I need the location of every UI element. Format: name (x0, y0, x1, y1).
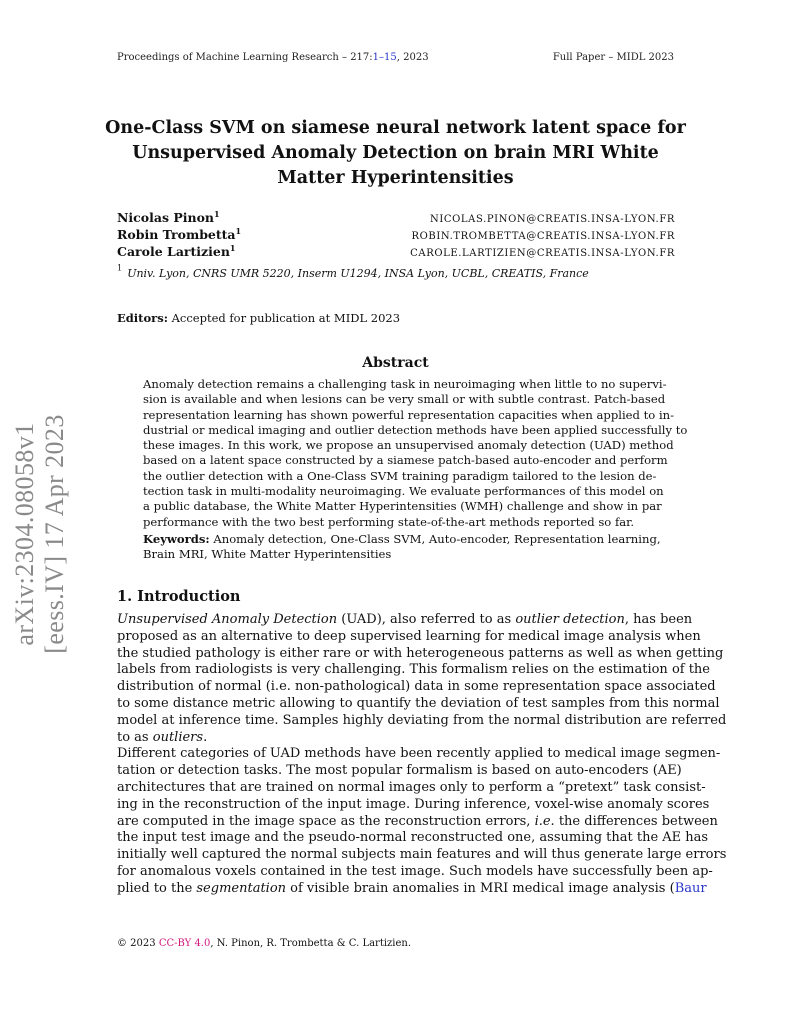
section-heading: 1. Introduction (117, 588, 241, 605)
author-email[interactable]: ROBIN.TROMBETTA@CREATIS.INSA-LYON.FR (411, 231, 675, 243)
license-link[interactable]: CC-BY 4.0 (158, 938, 211, 949)
author-name: Carole Lartizien (117, 244, 230, 260)
abstract-body: Anomaly detection remains a challenging task in neuroimaging when little to no supervi- sion is available and when lesions can be very small or with subtle contrast. Patch-based representation learning has shown powerful representation capacities when applied to in- dustrial or medical imaging and outlier detection methods have been applied successfully to these images. In this work, we propose an unsupervised anomaly detection (UAD) method based on a latent space constructed by a siamese patch-based auto-encoder and perform the outlier detection with a One-Class SVM training paradigm tailored to the lesion de- tection task in multi-modality neuroimaging. We evaluate performances of this model on a public database, the White Matter Hyperintensities (WMH) challenge and show in par performance with the two best performing state-of-the-art methods reported so far. Keywords: Anomaly detection, One-Class SVM, Auto-encoder, Representation learning, Brain MRI, White Matter Hyperintensities (143, 377, 688, 562)
running-head-right: Full Paper – MIDL 2023 (552, 52, 674, 63)
paper-title: One-Class SVM on siamese neural network latent space for Unsupervised Anomaly Detection on brain MRI White Matter Hyperintensities (105, 118, 686, 188)
footer-copyright: © 2023 CC-BY 4.0, N. Pinon, R. Trombetta & C. Lartizien. (117, 938, 412, 949)
running-head-left: Proceedings of Machine Learning Research – 217:1–15, 2023 (117, 52, 429, 63)
author-block (117, 209, 675, 281)
abstract-heading: Abstract (362, 355, 429, 371)
keywords: Keywords: Anomaly detection, One-Class SVM, Auto-encoder, Representation learning, (143, 531, 661, 546)
editors-note: Editors: Accepted for publication at MIDL 2023 (117, 311, 401, 325)
author-name: Robin Trombetta (117, 227, 236, 243)
author-email[interactable]: CAROLE.LARTIZIEN@CREATIS.INSA-LYON.FR (410, 248, 675, 260)
affiliation: $^1$ Univ. Lyon, CNRS UMR 5220, Inserm U1294, INSA Lyon, UCBL, CREATIS, France (117, 263, 589, 280)
page-range-link[interactable]: 1–15 (372, 52, 397, 63)
author-row: Robin Trombetta$^1$ ROBIN.TROMBETTA@CREATIS.INSA-LYON.FR (117, 226, 675, 243)
intro-line: Unsupervised Anomaly Detection (UAD), also referred to as outlier detection, has been (117, 612, 693, 627)
author-row: Carole Lartizien$^1$ CAROLE.LARTIZIEN@CREATIS.INSA-LYON.FR (117, 243, 675, 260)
intro-body: Unsupervised Anomaly Detection (UAD), also referred to as outlier detection, has been proposed as an alternative to deep supervised learning for medical image analysis when the studied pathology is either rare or with heterogeneous patterns as well as when getting labels from radiologists is very challenging. This formalism relies on the estimation of the distribution of normal (i.e. non-pathological) data in some representation space associated to some distance metric allowing to quantify the deviation of test samples from this normal model at inference time. Samples highly deviating from the normal distribution are referred to as outliers. Different categories of UAD methods have been recently applied to medical image segmen- tation or detection tasks. The most popular formalism is based on auto-encoders (AE) architectures that are trained on normal images only to perform a “pretext” task consist- ing in the reconstruction of the input image. During inference, voxel-wise anomaly scores are computed in the image space as the reconstruction errors, i.e. the differences between the input test image and the pseudo-normal reconstructed one, assuming that the AE has initially well captured the normal subjects main features and will thus generate large errors for anomalous voxels contained in the test image. Such models have successfully been ap- plied to the segmentation of visible brain anomalies in MRI medical image analysis (Baur (117, 612, 727, 896)
author-email[interactable]: NICOLAS.PINON@CREATIS.INSA-LYON.FR (429, 214, 675, 226)
author-name: Nicolas Pinon (117, 210, 215, 226)
arxiv-stamp: arXiv:2304.08058v1 [eess.IV] 17 Apr 2023 (10, 414, 69, 654)
author-row: Nicolas Pinon$^1$ NICOLAS.PINON@CREATIS.INSA-LYON.FR (117, 209, 675, 226)
citation-link[interactable]: Baur (674, 880, 707, 896)
